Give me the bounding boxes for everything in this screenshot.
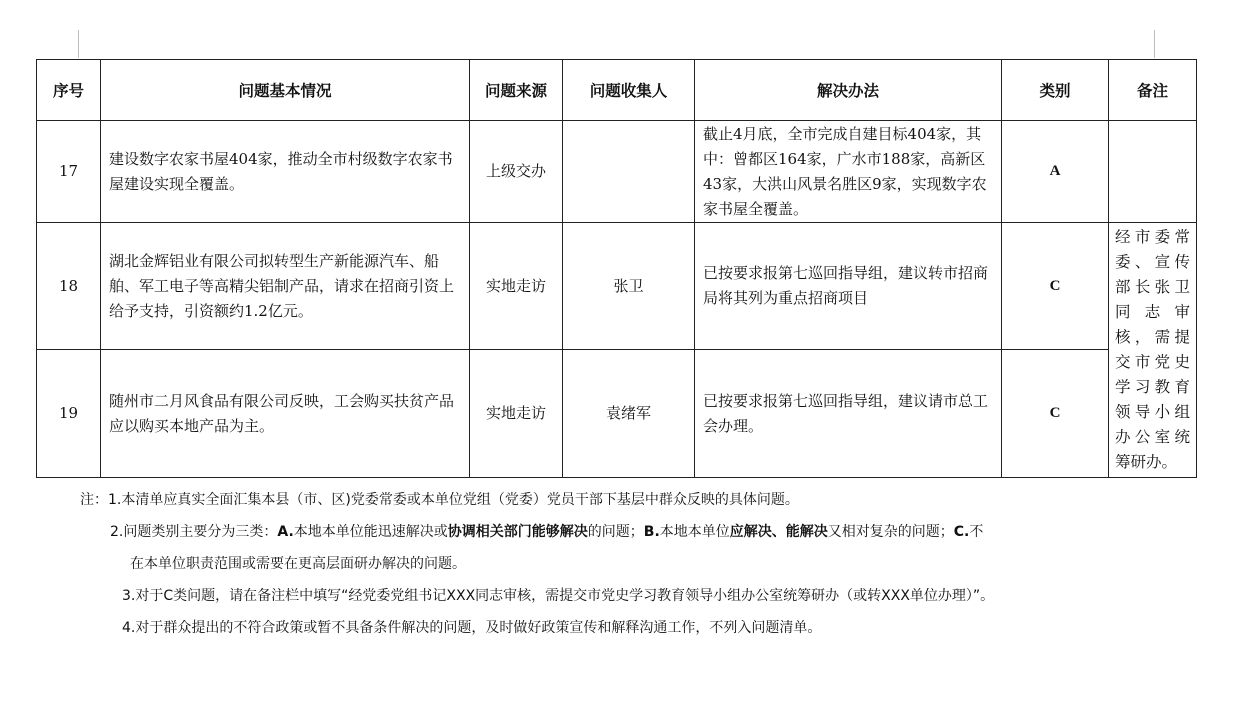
cell-collector: 袁绪军 [563, 350, 695, 478]
cell-category: C [1002, 350, 1109, 478]
note-2-b-tail: 又相对复杂的问题； [827, 524, 954, 540]
note-2-continuation: 在本单位职责范围或需要在更高层面研办解决的问题。 [130, 556, 466, 572]
table-row [37, 121, 1197, 223]
table-row [37, 223, 1197, 350]
footnotes [80, 484, 1200, 644]
note-2-c-tag: C. [953, 524, 970, 540]
problem-list-table [36, 59, 1197, 478]
note-2-c-text: 不 [969, 524, 984, 540]
cell-no: 18 [37, 223, 101, 350]
note-4: 4.对于群众提出的不符合政策或暂不具备条件解决的问题，及时做好政策宣传和解释沟通工作，不列入问题清单。 [122, 620, 822, 636]
crop-mark-left [78, 30, 79, 58]
note-2-b-text: 本地本单位 [659, 524, 730, 540]
note-2-b-tag: B. [643, 524, 660, 540]
cell-collector: 张卫 [563, 223, 695, 350]
cell-situation: 湖北金辉铝业有限公司拟转型生产新能源汽车、船舶、军工电子等高精尖铝制产品，请求在招商引资上给予支持，引资额约1.2亿元。 [101, 223, 470, 350]
cell-no: 17 [37, 121, 101, 223]
note-2-b-bold: 应解决、能解决 [729, 524, 828, 540]
header-remark: 备注 [1109, 60, 1197, 121]
note-2-a-bold: 协调相关部门能够解决 [447, 524, 588, 540]
header-no: 序号 [37, 60, 101, 121]
cell-source: 实地走访 [470, 223, 563, 350]
header-collector: 问题收集人 [563, 60, 695, 121]
cell-category: C [1002, 223, 1109, 350]
note-3: 3.对于C类问题，请在备注栏中填写“经党委党组书记XXX同志审核，需提交市党史学习教育领导小组办公室统筹研办（或转XXX单位办理）”。 [122, 588, 995, 604]
cell-solution: 已按要求报第七巡回指导组，建议请市总工会办理。 [695, 350, 1002, 478]
note-2-a-tail: 的问题； [587, 524, 644, 540]
note-2-intro: 2.问题类别主要分为三类： [110, 524, 278, 540]
cell-situation: 建设数字农家书屋404家，推动全市村级数字农家书屋建设实现全覆盖。 [101, 121, 470, 223]
cell-collector [563, 121, 695, 223]
table-header-row [37, 60, 1197, 121]
cell-source: 上级交办 [470, 121, 563, 223]
cell-remark-merged: 经市委常委、宣传部长张卫同志审核，需提交市党史学习教育领导小组办公室统筹研办。 [1109, 223, 1197, 478]
header-situation: 问题基本情况 [101, 60, 470, 121]
header-source: 问题来源 [470, 60, 563, 121]
cell-solution: 已按要求报第七巡回指导组，建议转市招商局将其列为重点招商项目 [695, 223, 1002, 350]
cell-situation: 随州市二月风食品有限公司反映，工会购买扶贫产品应以购买本地产品为主。 [101, 350, 470, 478]
cell-solution: 截止4月底，全市完成自建目标404家，其中：曾都区164家，广水市188家，高新区43家，大洪山风景名胜区9家，实现数字农家书屋全覆盖。 [695, 121, 1002, 223]
cell-source: 实地走访 [470, 350, 563, 478]
cell-category: A [1002, 121, 1109, 223]
header-category: 类别 [1002, 60, 1109, 121]
note-2 [80, 516, 1200, 548]
header-solution: 解决办法 [695, 60, 1002, 121]
cell-remark [1109, 121, 1197, 223]
crop-mark-right [1154, 30, 1155, 58]
table-row [37, 350, 1197, 478]
cell-no: 19 [37, 350, 101, 478]
note-2-a-text: 本地本单位能迅速解决或 [293, 524, 448, 540]
note-1: 注：1.本清单应真实全面汇集本县（市、区)党委常委或本单位党组（党委）党员干部下基层中群众反映的具体问题。 [80, 492, 799, 508]
note-2-a-tag: A. [277, 524, 294, 540]
